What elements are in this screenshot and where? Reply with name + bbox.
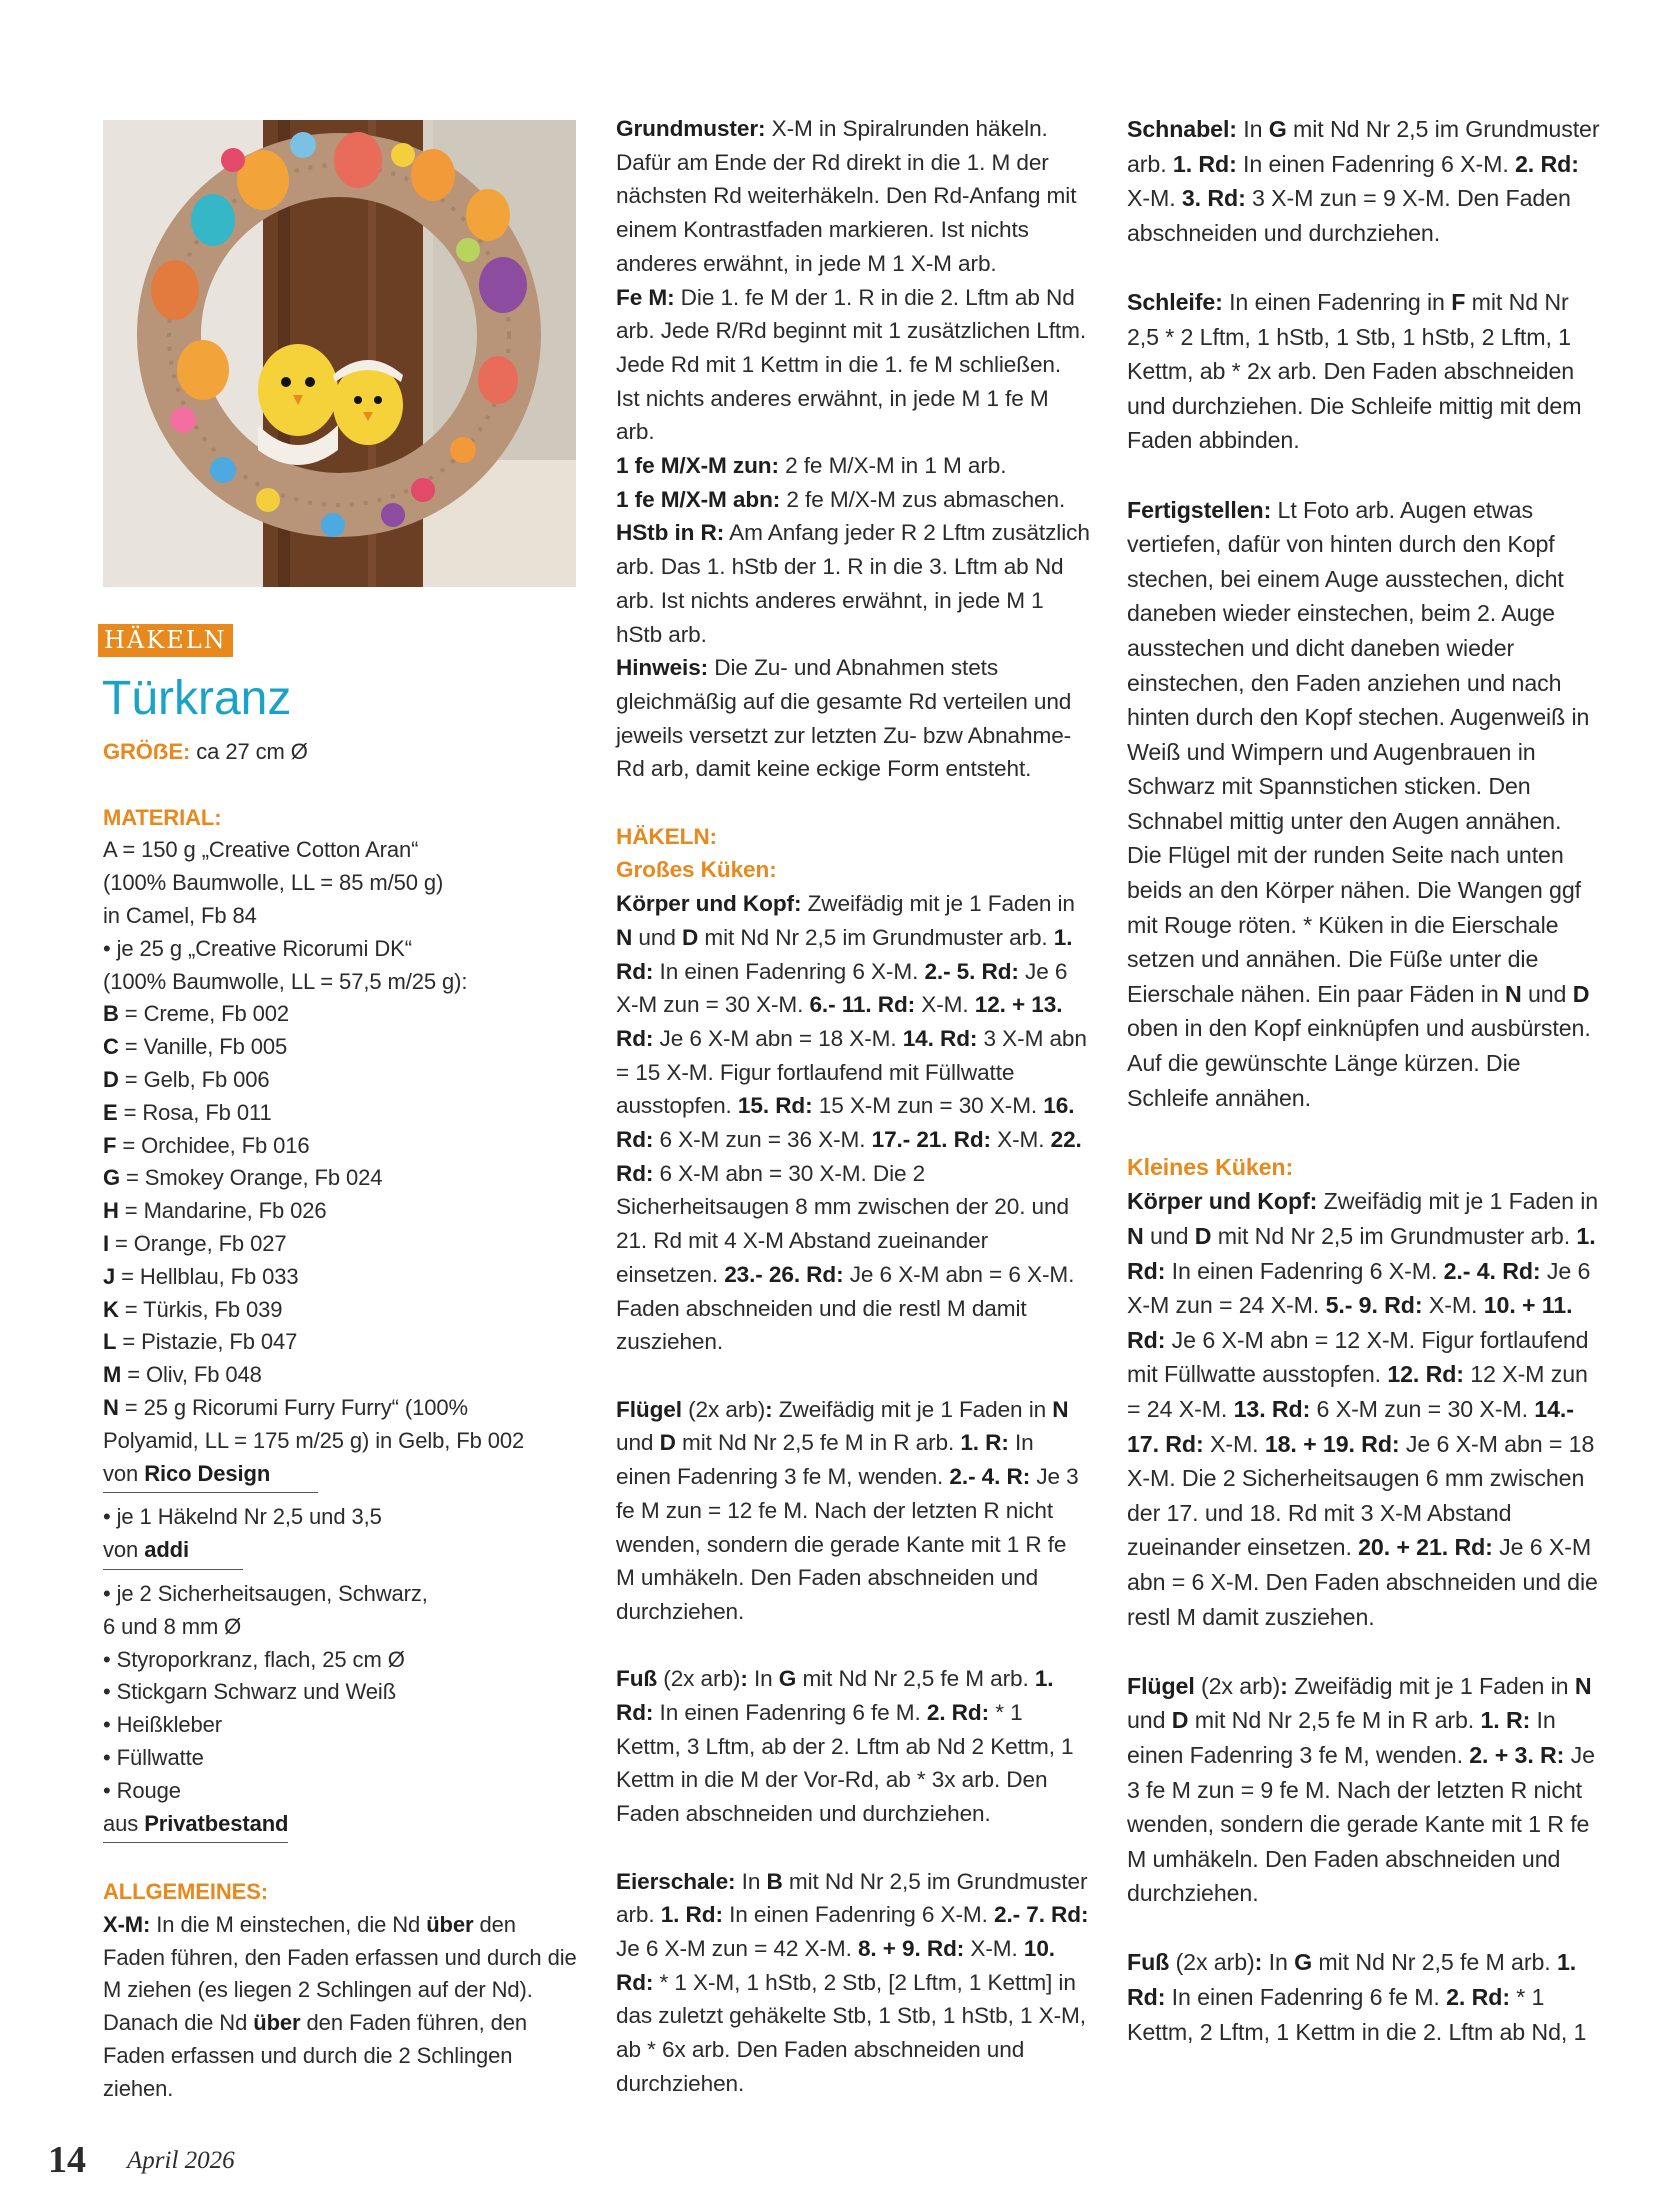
color-item: L = Pistazie, Fb 047	[103, 1329, 298, 1355]
color-item: G = Smokey Orange, Fb 024	[103, 1165, 383, 1191]
extra-item: • Stickgarn Schwarz und Weiß	[103, 1679, 397, 1705]
material-line: in Camel, Fb 84	[103, 902, 257, 928]
decrease-definition: 1 fe M/X-M abn: 2 fe M/X-M zus abmaschen.	[616, 486, 1066, 512]
eggshell-instructions: Eierschale: In B mit Nd Nr 2,5 im Grundmuster arb. 1. Rd: In einen Fadenring 6 X-M. 2.- 7. Rd: Je 6 X-M zun = 42 X-M. 8. + 9. Rd: X-M. 10. Rd: * 1 X-M, 1 hStb, 2 Stb, [2 Lftm, 1 Kettm] in das zuletzt gehäkelte Stb, 1 Stb, 1 hStb, 1 X-M, ab * 6x arb. Den Faden abschneiden und durchziehen.	[616, 1868, 1089, 2096]
category-tag: HÄKELN	[98, 624, 233, 657]
material-extras	[103, 1578, 577, 1808]
color-list	[103, 998, 577, 1392]
color-item: K = Türkis, Fb 039	[103, 1296, 283, 1322]
size-label: GRÖẞE:	[103, 739, 191, 764]
material-line: A = 150 g „Creative Cotton Aran“	[103, 837, 419, 863]
bow-instructions: Schleife: In einen Fadenring in F mit Nd Nr 2,5 * 2 Lftm, 1 hStb, 1 Stb, 1 hStb, 2 Lftm, 1 Kettm, ab * 2x arb. Den Faden abschneiden und durchziehen. Die Schleife mittig mit dem Faden abbinden.	[1127, 288, 1582, 454]
grundmuster-definition: Grundmuster: X-M in Spiralrunden häkeln. Dafür am Ende der Rd direkt in die 1. M der nächsten Rd weiterhäkeln. Den Rd-Anfang mit einem Kontrastfaden markieren. Ist nichts anderes erwähnt, in jede M 1 X-M arb.	[616, 116, 1077, 276]
hint-paragraph: Hinweis: Die Zu- und Abnahmen stets gleichmäßig auf die gesamte Rd verteilen und jeweils versetzt zur letzten Zu- bzw Abnahme-Rd arb, damit keine eckige Form entsteht.	[616, 655, 1072, 782]
big-wing-instructions: Flügel (2x arb): Zweifädig mit je 1 Faden in N und D mit Nd Nr 2,5 fe M in R arb. 1. R: In einen Fadenring 3 fe M, wenden. 2.- 4. R: Je 3 fe M zun = 12 fe M. Nach der letzten R nicht wenden, sondern die gerade Kante mit 1 R fe M umhäkeln. Den Faden abschneiden und durchziehen.	[616, 1396, 1079, 1624]
material-source: aus Privatbestand	[103, 1808, 577, 1844]
color-item: I = Orange, Fb 027	[103, 1230, 287, 1256]
increase-definition: 1 fe M/X-M zun: 2 fe M/X-M in 1 M arb.	[616, 453, 1007, 479]
extra-item: • Rouge	[103, 1777, 181, 1803]
fem-definition: Fe M: Die 1. fe M der 1. R in die 2. Lftm ab Nd arb. Jede R/Rd beginnt mit 1 zusätzlichen Lftm. Jede Rd mit 1 Kettm in die 1. fe M schließen. Ist nichts anderes erwähnt, in jede M 1 fe M arb.	[616, 284, 1087, 445]
material-hook: • je 1 Häkelnd Nr 2,5 und 3,5	[103, 1504, 382, 1530]
column-2	[616, 112, 1090, 2100]
xm-definition: X-M: In die M einstechen, die Nd über den Faden führen, den Faden erfassen und durch die M ziehen (es liegen 2 Schlingen auf der Nd). Danach die Nd über den Faden führen, den Faden erfassen und durch die 2 Schlingen ziehen.	[103, 1911, 577, 2101]
extra-item: • Styroporkranz, flach, 25 cm Ø	[103, 1646, 405, 1672]
column-1	[103, 736, 577, 2106]
material-line: (100% Baumwolle, LL = 57,5 m/25 g):	[103, 968, 468, 994]
wreath-illustration	[103, 120, 576, 587]
finishing-instructions: Fertigstellen: Lt Foto arb. Augen etwas vertiefen, dafür von hinten durch den Kopf stechen, bei einem Auge ausstechen, dicht daneben wieder einstechen, beim 2. Auge ausstechen und dicht daneben wieder einstechen, den Faden anziehen und nach hinten durch den Kopf stechen. Augenweiß in Weiß und Wimpern und Augenbrauen in Schwarz mit Spannstichen sticken. Den Schnabel mittig unter den Augen annähen. Die Flügel mit der runden Seite nach unten beids an den Körper nähen. Die Wangen ggf mit Rouge röten. * Küken in die Eierschale setzen und annähen. Die Füße unter die Eierschale nähen. Ein paar Fäden in N und D oben in den Kopf einknüpfen und ausbürsten. Auf die gewünschte Länge kürzen. Die Schleife annähen.	[1127, 496, 1591, 1111]
crochet-heading: HÄKELN:	[616, 823, 717, 849]
extra-item: • Füllwatte	[103, 1744, 204, 1770]
color-item: F = Orchidee, Fb 016	[103, 1132, 310, 1158]
material-n-line: N = 25 g Ricorumi Furry Furry“ (100%	[103, 1394, 468, 1420]
size-value: ca 27 cm Ø	[196, 739, 308, 764]
size-line	[103, 736, 577, 769]
general-heading: ALLGEMEINES:	[103, 1879, 269, 1905]
small-foot-instructions: Fuß (2x arb): In G mit Nd Nr 2,5 fe M arb. 1. Rd: In einen Fadenring 6 fe M. 2. Rd: * 1 Kettm, 2 Lftm, 1 Kettm in die 2. Lftm ab Nd, 1	[1127, 1949, 1587, 2045]
small-chick-heading: Kleines Küken:	[1127, 1153, 1294, 1180]
wreath-photo	[103, 120, 576, 587]
extra-item: • Heißkleber	[103, 1712, 222, 1738]
color-item: C = Vanille, Fb 005	[103, 1034, 288, 1060]
material-yarn-list	[103, 834, 577, 998]
big-foot-instructions: Fuß (2x arb): In G mit Nd Nr 2,5 fe M arb. 1. Rd: In einen Fadenring 6 fe M. 2. Rd: * 1 Kettm, 3 Lftm, ab der 2. Lftm ab Nd 2 Kettm, 1 Kettm in die M der Vor-Rd, ab * 3x arb. Den Faden abschneiden und durchziehen.	[616, 1666, 1074, 1827]
column-3	[1127, 112, 1601, 2049]
brand-link: addi	[144, 1537, 190, 1563]
beak-instructions: Schnabel: In G mit Nd Nr 2,5 im Grundmuster arb. 1. Rd: In einen Fadenring 6 X-M. 2. Rd: X-M. 3. Rd: 3 X-M zun = 9 X-M. Den Faden abschneiden und durchziehen.	[1127, 116, 1600, 246]
color-item: D = Gelb, Fb 006	[103, 1066, 270, 1092]
color-item: E = Rosa, Fb 011	[103, 1099, 272, 1125]
material-n-line: Polyamid, LL = 175 m/25 g) in Gelb, Fb 002	[103, 1427, 525, 1453]
big-chick-heading: Großes Küken:	[616, 857, 777, 883]
extra-item: • je 2 Sicherheitsaugen, Schwarz,	[103, 1580, 428, 1606]
page-title: Türkranz	[102, 672, 292, 725]
color-item: M = Oliv, Fb 048	[103, 1362, 262, 1388]
small-body-instructions: Körper und Kopf: Zweifädig mit je 1 Faden in N und D mit Nd Nr 2,5 im Grundmuster arb. 1. Rd: In einen Fadenring 6 X-M. 2.- 4. Rd: Je 6 X-M zun = 24 X-M. 5.- 9. Rd: X-M. 10. + 11. Rd: Je 6 X-M abn = 12 X-M. Figur fortlaufend mit Füllwatte ausstopfen. 12. Rd: 12 X-M zun = 24 X-M. 13. Rd: 6 X-M zun = 30 X-M. 14.- 17. Rd: X-M. 18. + 19. Rd: Je 6 X-M abn = 18 X-M. Die 2 Sicherheitsaugen 6 mm zwischen der 17. und 18. Rd mit 3 X-M Abstand zueinander einsetzen. 20. + 21. Rd: Je 6 X-M abn = 6 X-M. Den Faden abschneiden und die restl M damit zusziehen.	[1127, 1188, 1599, 1630]
material-source: von addi	[103, 1534, 577, 1570]
hstb-definition: HStb in R: Am Anfang jeder R 2 Lftm zusätzlich arb. Das 1. hStb der 1. R in die 3. Lftm ab Nd arb. Ist nichts anderes erwähnt, in jede M 1 hStb arb.	[616, 520, 1090, 647]
brand-link: Privatbestand	[144, 1810, 289, 1836]
issue-date: April 2026	[127, 2147, 235, 2174]
brand-link: Rico Design	[144, 1460, 271, 1486]
color-item: J = Hellblau, Fb 033	[103, 1263, 299, 1289]
small-wing-instructions: Flügel (2x arb): Zweifädig mit je 1 Faden in N und D mit Nd Nr 2,5 fe M in R arb. 1. R: In einen Fadenring 3 fe M, wenden. 2. + 3. R: Je 3 fe M zun = 9 fe M. Nach der letzten R nicht wenden, sondern die gerade Kante mit 1 R fe M umhäkeln. Den Faden abschneiden und durchziehen.	[1127, 1672, 1595, 1907]
color-item: H = Mandarine, Fb 026	[103, 1198, 327, 1224]
material-source: von Rico Design	[103, 1458, 577, 1494]
color-item: B = Creme, Fb 002	[103, 1001, 289, 1027]
material-line: • je 25 g „Creative Ricorumi DK“	[103, 935, 412, 961]
material-line: (100% Baumwolle, LL = 85 m/50 g)	[103, 870, 444, 896]
material-heading: MATERIAL:	[103, 804, 222, 830]
extra-item: 6 und 8 mm Ø	[103, 1613, 242, 1639]
big-body-instructions: Körper und Kopf: Zweifädig mit je 1 Faden in N und D mit Nd Nr 2,5 im Grundmuster arb. 1. Rd: In einen Fadenring 6 X-M. 2.- 5. Rd: Je 6 X-M zun = 30 X-M. 6.- 11. Rd: X-M. 12. + 13. Rd: Je 6 X-M abn = 18 X-M. 14. Rd: 3 X-M abn = 15 X-M. Figur fortlaufend mit Füllwatte ausstopfen. 15. Rd: 15 X-M zun = 30 X-M. 16. Rd: 6 X-M zun = 36 X-M. 17.- 21. Rd: X-M. 22. Rd: 6 X-M abn = 30 X-M. Die 2 Sicherheitsaugen 8 mm zwischen der 20. und 21. Rd mit 4 X-M Abstand zueinander einsetzen. 23.- 26. Rd: Je 6 X-M abn = 6 X-M. Faden abschneiden und die restl M damit zusziehen.	[616, 891, 1087, 1355]
page-number: 14	[48, 2139, 86, 2181]
